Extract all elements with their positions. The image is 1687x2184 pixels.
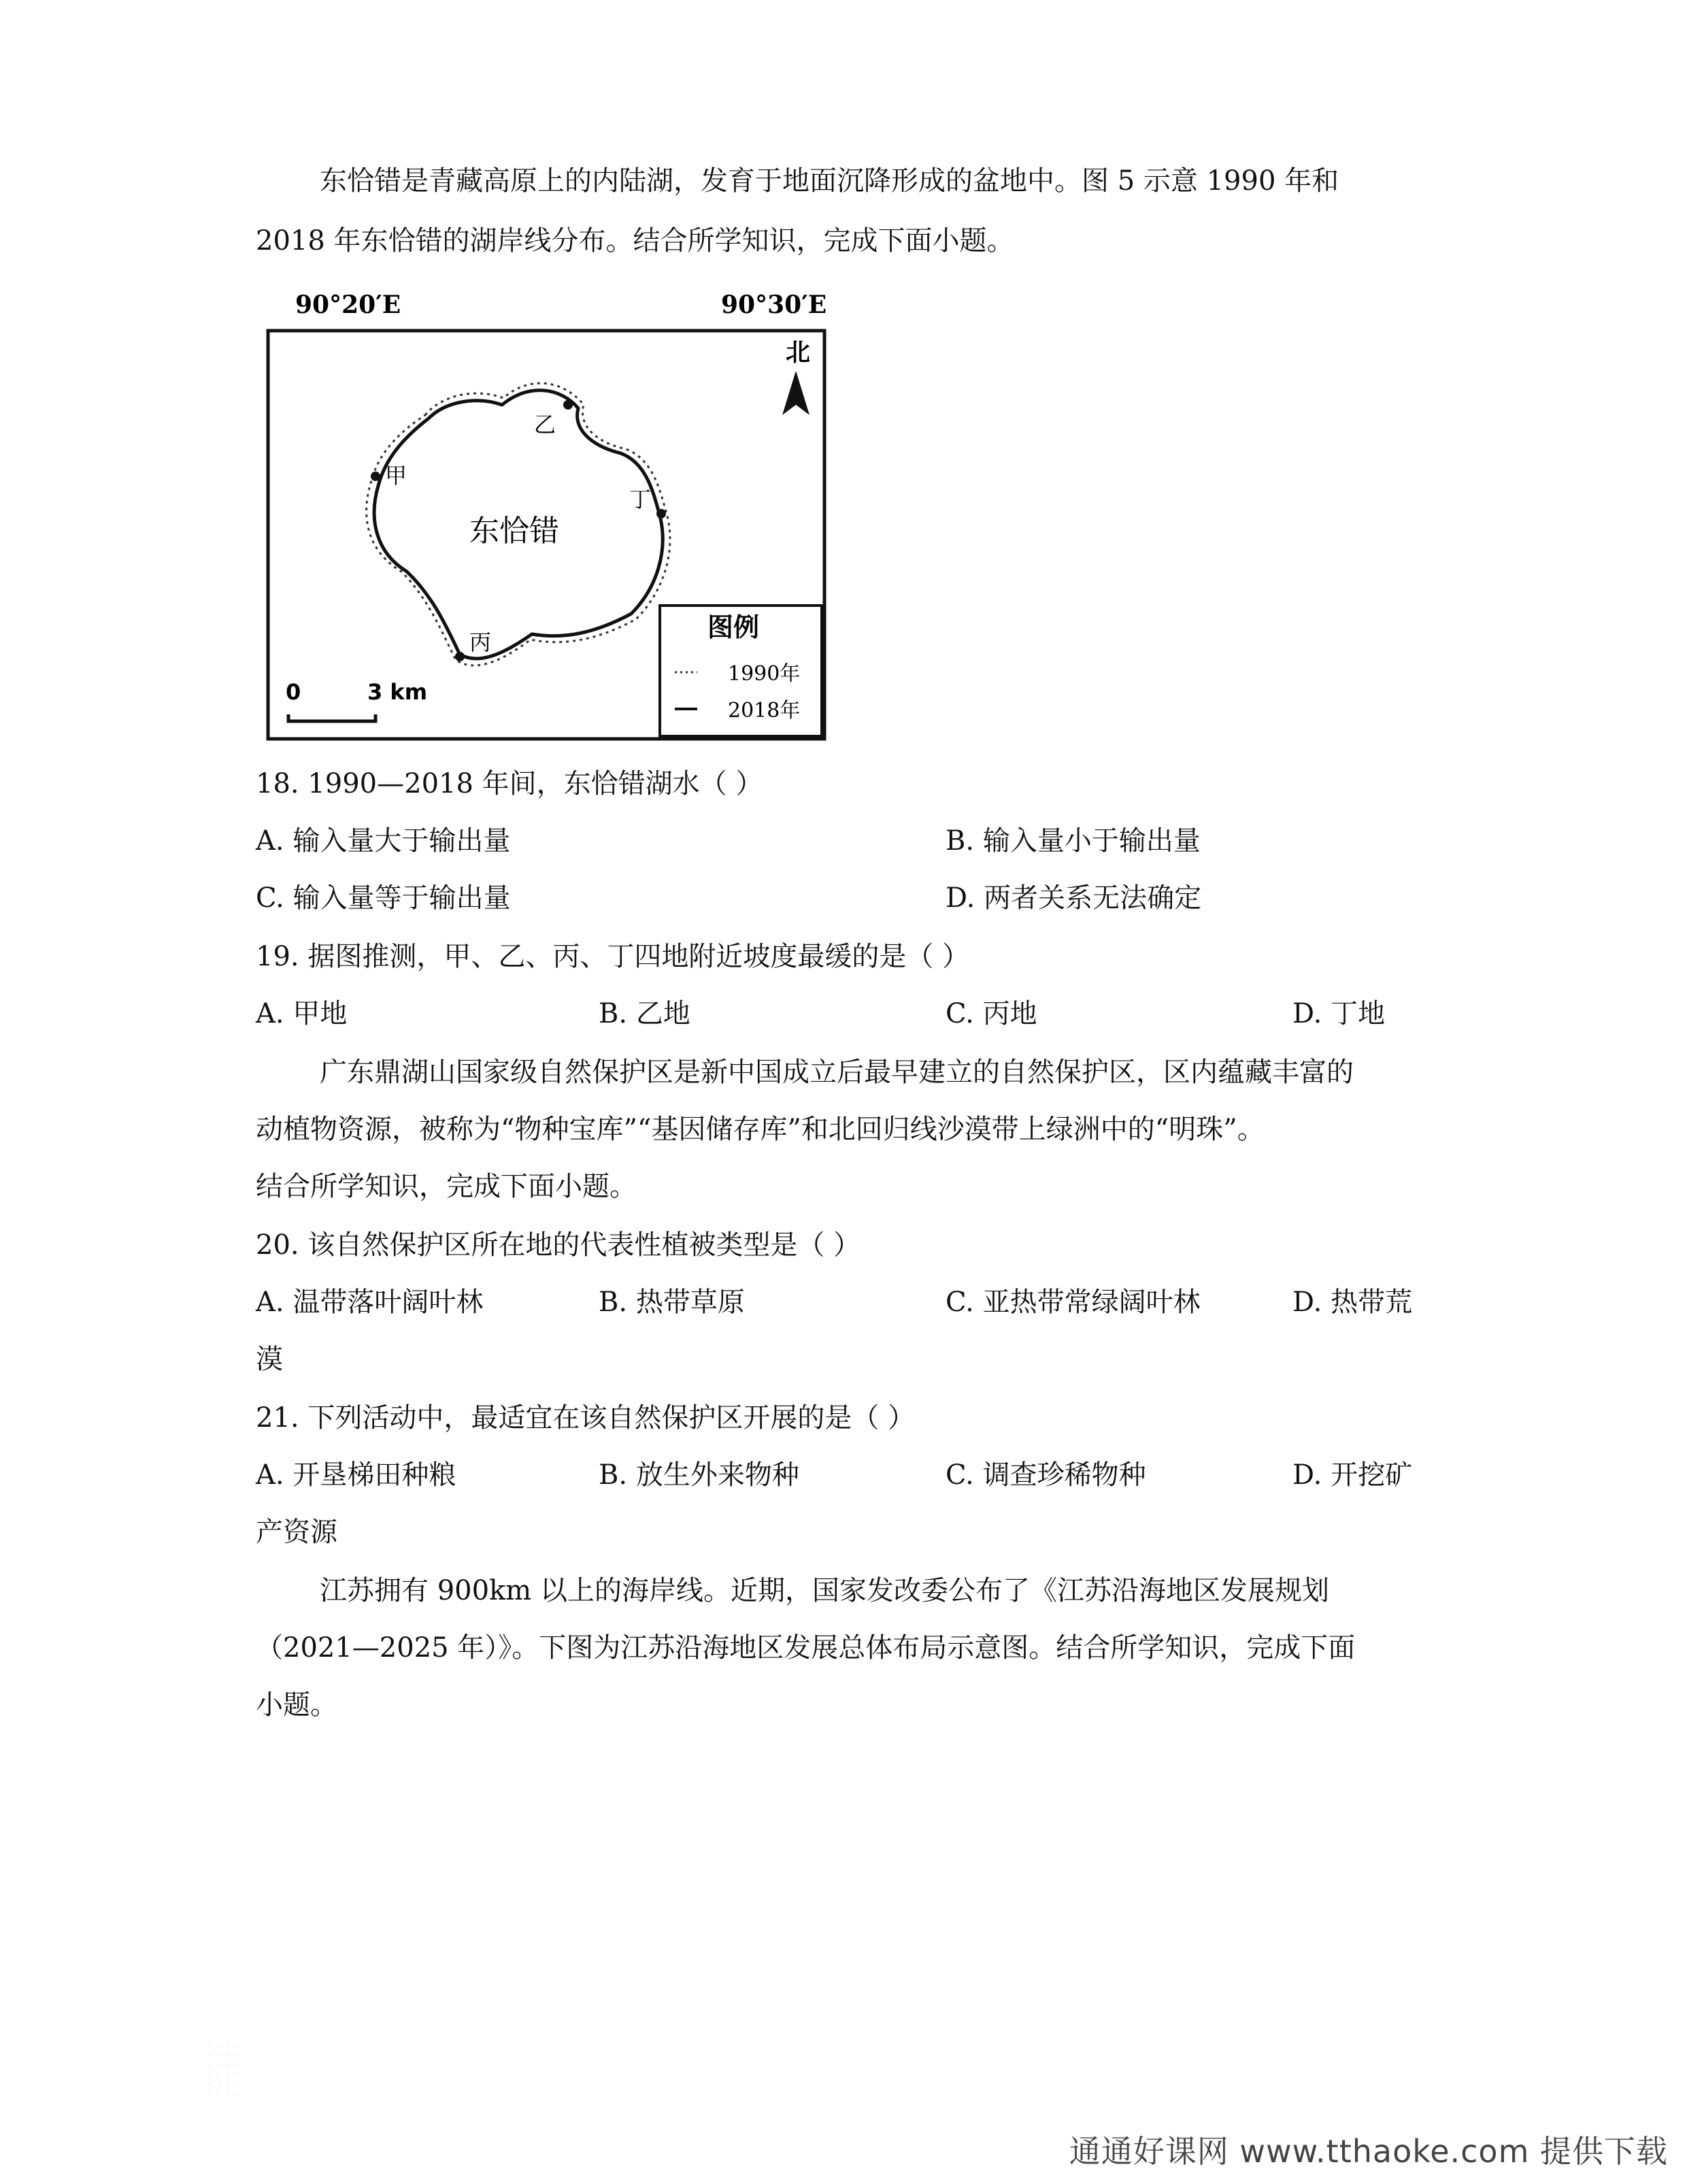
lon-right-label: 90°30′E bbox=[721, 291, 827, 319]
q20-stem: 20. 该自然保护区所在地的代表性植被类型是（ ） bbox=[256, 1229, 861, 1261]
q20-option-d-continued: 漠 bbox=[256, 1344, 283, 1375]
scan-speckle bbox=[204, 2041, 245, 2096]
q18-option-b: B. 输入量小于输出量 bbox=[946, 825, 1201, 857]
download-watermark: 通通好课网 www.tthaoke.com 提供下载 bbox=[1069, 2133, 1668, 2170]
q21-stem: 21. 下列活动中，最适宜在该自然保护区开展的是（ ） bbox=[256, 1402, 916, 1434]
q21-option-d: D. 开挖矿 bbox=[1292, 1459, 1413, 1491]
intro3-line3: 小题。 bbox=[256, 1689, 337, 1721]
q19-option-c: C. 丙地 bbox=[946, 998, 1037, 1029]
intro1-line1: 东恰错是青藏高原上的内陆湖，发育于地面沉降形成的盆地中。图 5 示意 1990 年和 bbox=[320, 165, 1339, 197]
intro3-line2: （2021—2025 年）》。下图为江苏沿海地区发展总体布局示意图。结合所学知识，完成下面 bbox=[256, 1632, 1356, 1664]
scale-zero-label: 0 bbox=[286, 679, 301, 705]
q21-option-d-continued: 产资源 bbox=[256, 1517, 337, 1548]
scale-km-label: 3 km bbox=[367, 679, 428, 705]
q21-option-b: B. 放生外来物种 bbox=[599, 1459, 799, 1491]
intro2-line1: 广东鼎湖山国家级自然保护区是新中国成立后最早建立的自然保护区，区内蕴藏丰富的 bbox=[320, 1057, 1354, 1088]
q21-option-c: C. 调查珍稀物种 bbox=[946, 1459, 1146, 1491]
intro2-line2: 动植物资源，被称为“物种宝库”“基因储存库”和北回归线沙漠带上绿洲中的“明珠”。 bbox=[256, 1114, 1265, 1145]
q20-option-b: B. 热带草原 bbox=[599, 1287, 745, 1318]
q20-option-a: A. 温带落叶阔叶林 bbox=[256, 1287, 484, 1318]
place-jia-dot bbox=[371, 471, 380, 481]
lon-left-label: 90°20′E bbox=[295, 291, 401, 319]
place-yi-label: 乙 bbox=[534, 412, 556, 437]
place-bing-label: 丙 bbox=[469, 629, 492, 655]
lake-name-label: 东恰错 bbox=[469, 514, 559, 548]
q18-stem: 18. 1990—2018 年间，东恰错湖水（ ） bbox=[256, 768, 763, 799]
legend-1990-label: 1990年 bbox=[728, 662, 801, 686]
place-ding-dot bbox=[656, 509, 666, 518]
q19-option-a: A. 甲地 bbox=[256, 998, 348, 1029]
q18-option-d: D. 两者关系无法确定 bbox=[946, 882, 1202, 914]
place-yi-dot bbox=[563, 400, 573, 410]
q19-option-b: B. 乙地 bbox=[599, 998, 690, 1029]
legend-2018-label: 2018年 bbox=[728, 699, 801, 723]
q19-option-d: D. 丁地 bbox=[1292, 998, 1386, 1029]
svg-text:北: 北 bbox=[786, 338, 811, 367]
lake-map-figure bbox=[258, 279, 871, 742]
intro1-line2: 2018 年东恰错的湖岸线分布。结合所学知识，完成下面小题。 bbox=[256, 225, 1014, 257]
q20-option-c: C. 亚热带常绿阔叶林 bbox=[946, 1287, 1201, 1318]
intro2-line3: 结合所学知识，完成下面小题。 bbox=[256, 1171, 637, 1202]
q21-option-a: A. 开垦梯田种粮 bbox=[256, 1459, 456, 1491]
map-legend bbox=[660, 606, 822, 736]
q20-option-d: D. 热带荒 bbox=[1292, 1287, 1413, 1318]
place-bing-dot bbox=[455, 652, 465, 661]
legend-title: 图例 bbox=[707, 612, 760, 642]
q19-stem: 19. 据图推测，甲、乙、丙、丁四地附近坡度最缓的是（ ） bbox=[256, 941, 970, 972]
place-jia-label: 甲 bbox=[385, 463, 407, 489]
intro3-line1: 江苏拥有 900km 以上的海岸线。近期，国家发改委公布了《江苏沿海地区发展规划 bbox=[320, 1575, 1329, 1606]
place-ding-label: 丁 bbox=[629, 486, 652, 512]
q18-option-c: C. 输入量等于输出量 bbox=[256, 882, 511, 914]
q18-option-a: A. 输入量大于输出量 bbox=[256, 825, 511, 857]
